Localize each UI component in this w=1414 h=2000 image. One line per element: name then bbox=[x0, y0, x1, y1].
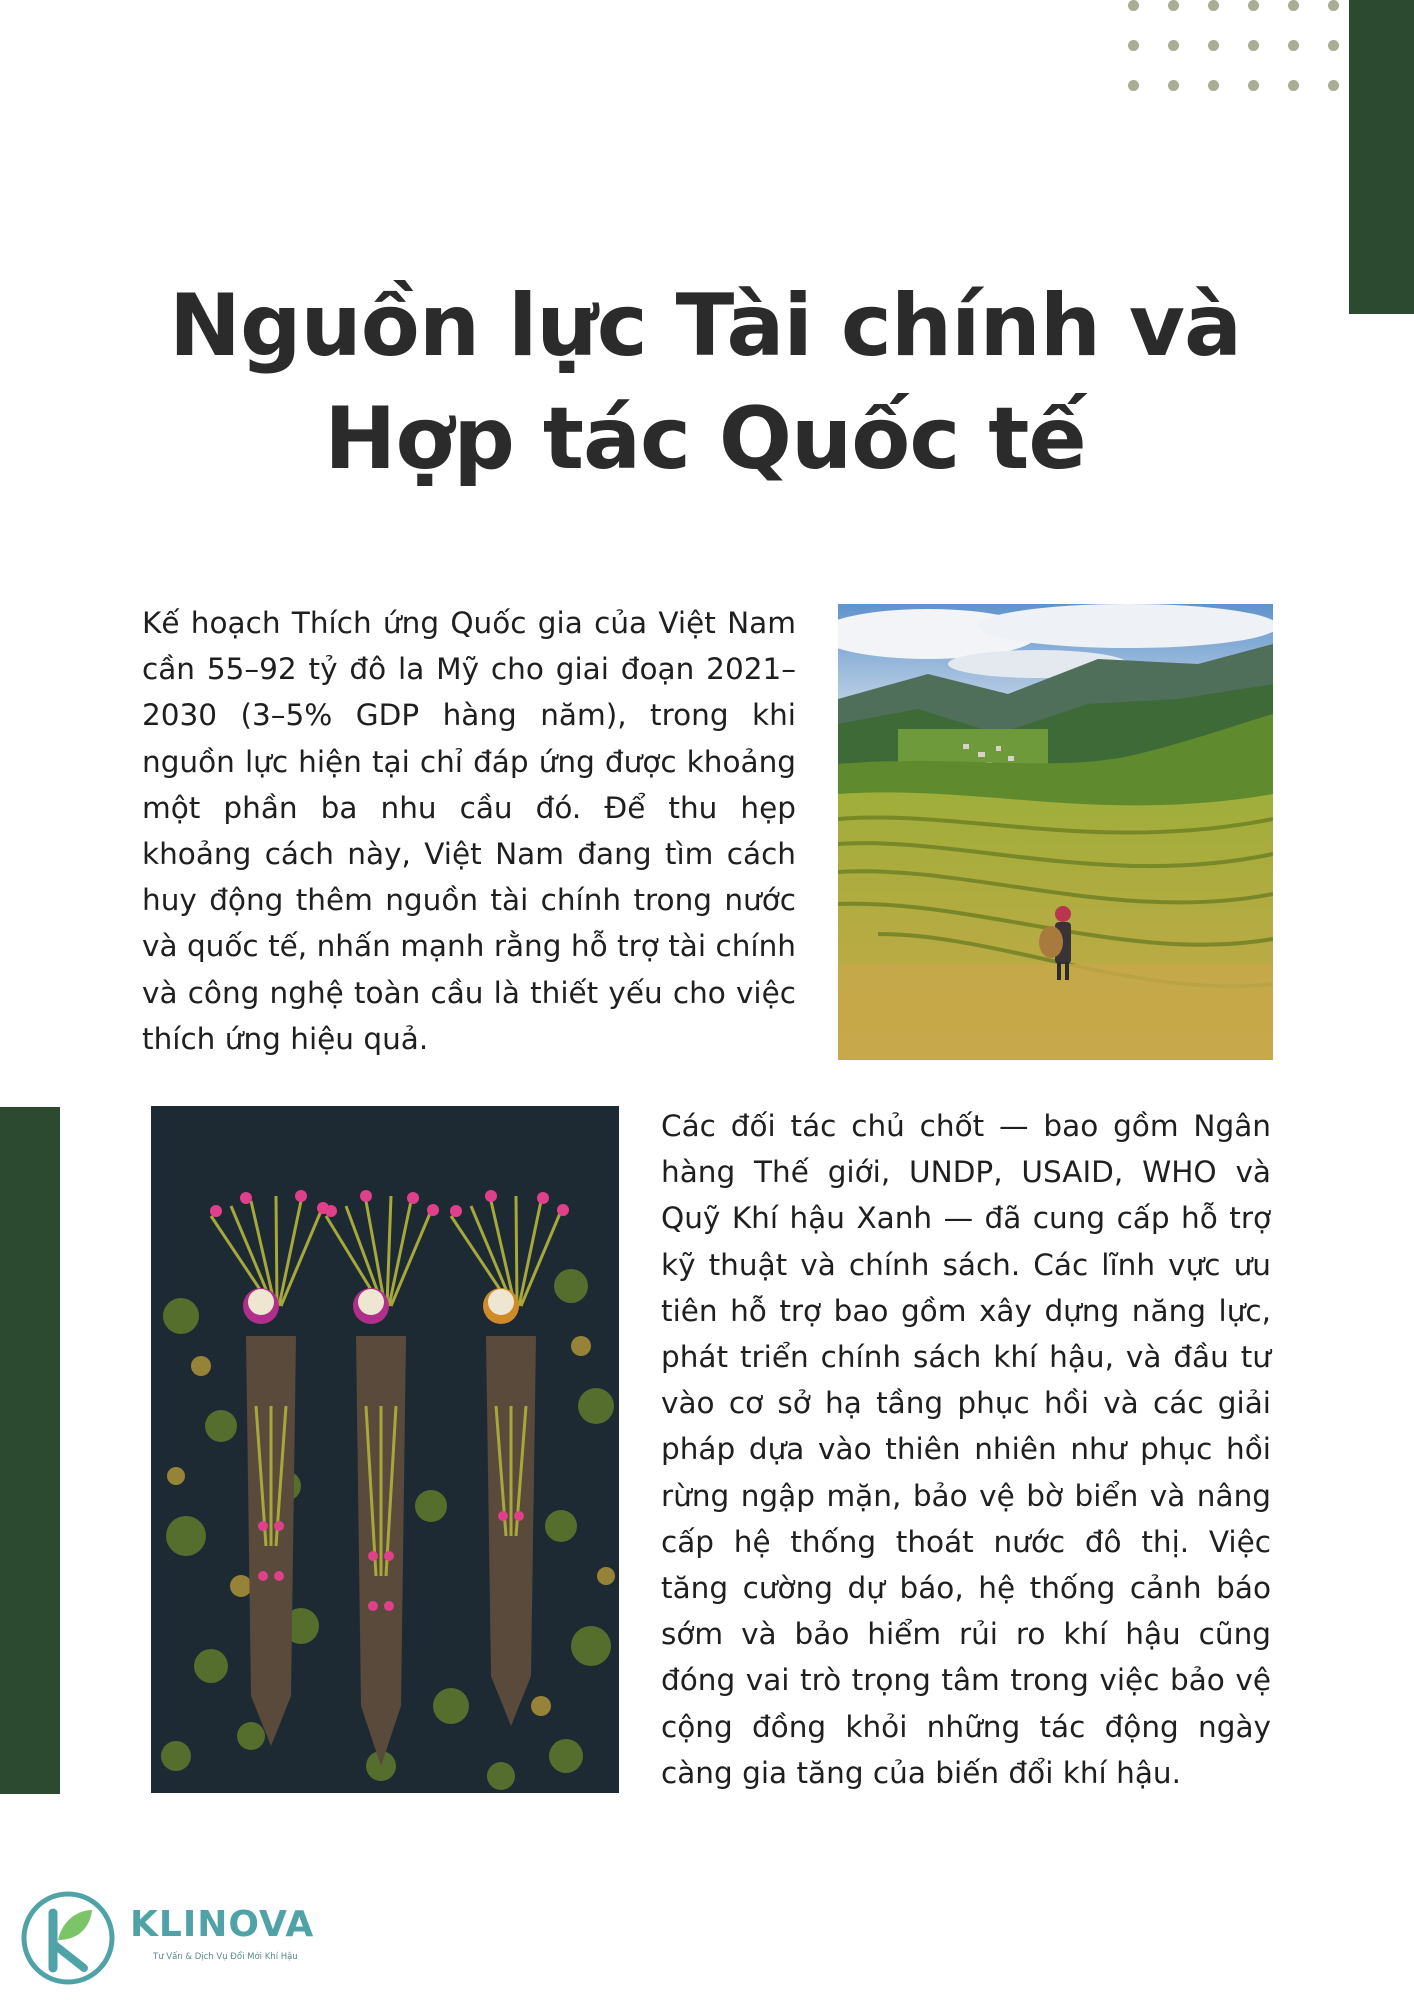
page-title bbox=[150, 270, 1260, 496]
klinova-logo-icon bbox=[18, 1888, 118, 1988]
logo-brand-name: KLINOVA bbox=[130, 1904, 315, 1945]
rice-terraces-photo bbox=[838, 604, 1273, 1060]
decorative-dot-grid bbox=[1120, 0, 1380, 100]
klinova-logo bbox=[18, 1888, 318, 1988]
decorative-green-bar-right bbox=[1349, 0, 1414, 314]
logo-tagline: Tư Vấn & Dịch Vụ Đổi Mới Khí Hậu bbox=[153, 1952, 298, 1962]
flower-boats-photo bbox=[151, 1106, 619, 1793]
paragraph-international-partners: Các đối tác chủ chốt — bao gồm Ngân hàng Thế giới, UNDP, USAID, WHO và Quỹ Khí hậu Xanh — đã cung cấp hỗ trợ kỹ thuật và chính sách. Các lĩnh vực ưu tiên hỗ trợ bao gồm xây dựng năng lực, phát triển chính sách khí hậu, và đầu tư vào cơ sở hạ tầng phục hồi và các giải pháp dựa vào thiên nhiên như phục hồi rừng ngập mặn, bảo vệ bờ biển và nâng cấp hệ thống thoát nước đô thị. Việc tăng cường dự báo, hệ thống cảnh báo sớm và bảo hiểm rủi ro khí hậu cũng đóng vai trò trọng tâm trong việc bảo vệ cộng đồng khỏi những tác động ngày càng gia tăng của biến đổi khí hậu. bbox=[661, 1109, 1271, 1790]
paragraph-adaptation-plan: Kế hoạch Thích ứng Quốc gia của Việt Nam cần 55–92 tỷ đô la Mỹ cho giai đoạn 2021–2030 (3–5% GDP hàng năm), trong khi nguồn lực hiện tại chỉ đáp ứng được khoảng một phần ba nhu cầu đó. Để thu hẹp khoảng cách này, Việt Nam đang tìm cách huy động thêm nguồn tài chính trong nước và quốc tế, nhấn mạnh rằng hỗ trợ tài chính và công nghệ toàn cầu là thiết yếu cho việc thích ứng hiệu quả. bbox=[142, 606, 796, 1056]
title-line-1: Nguồn lực Tài chính và bbox=[168, 276, 1242, 376]
decorative-green-bar-left bbox=[0, 1107, 60, 1794]
title-line-2: Hợp tác Quốc tế bbox=[324, 389, 1086, 489]
